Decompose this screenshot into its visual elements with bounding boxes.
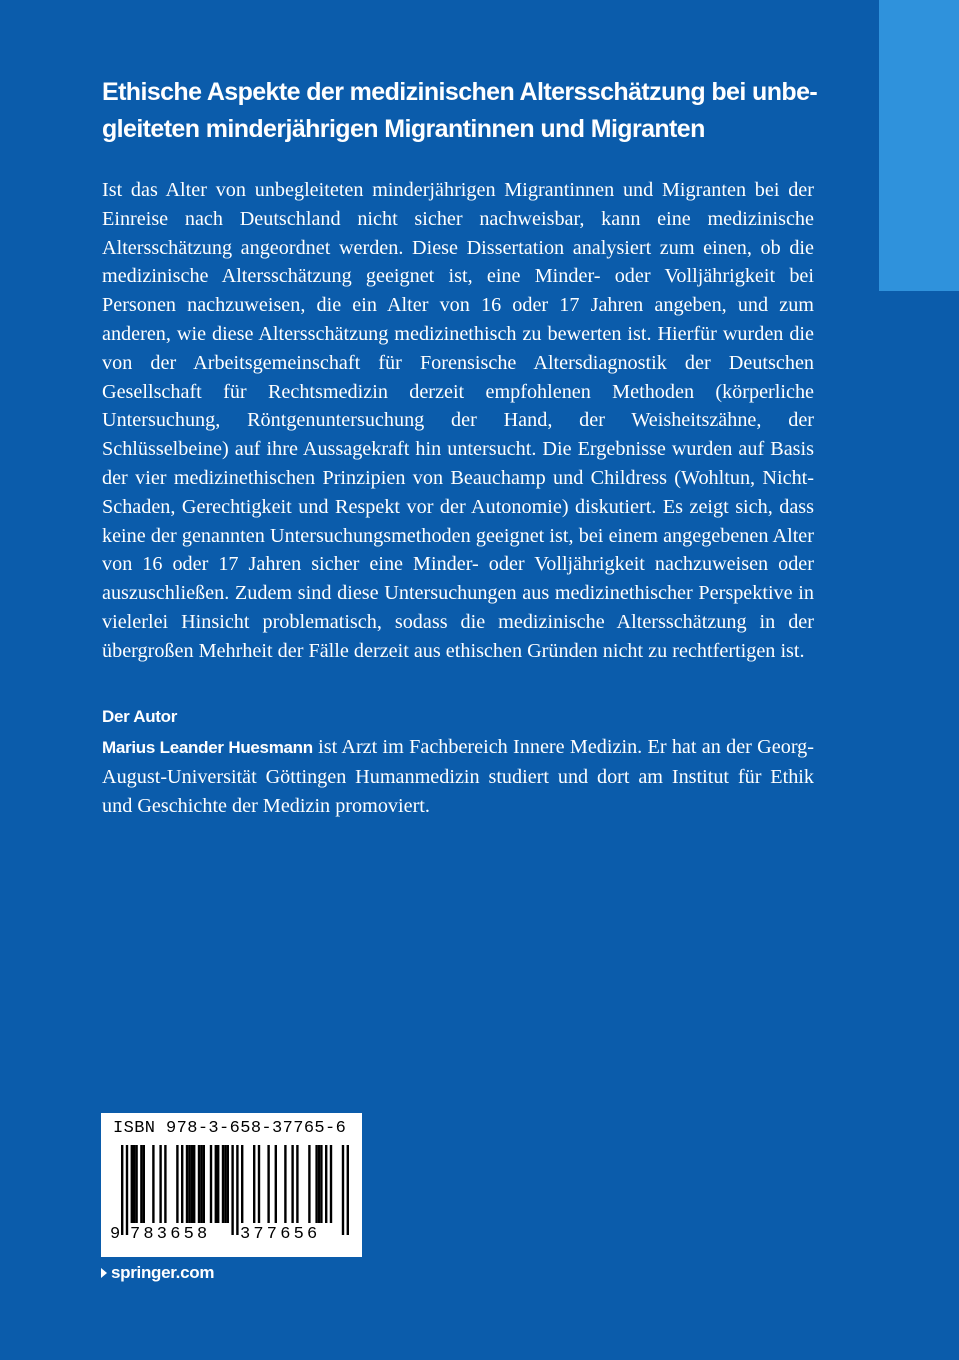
barcode-bar <box>121 1145 123 1235</box>
barcode-bar <box>296 1145 298 1223</box>
barcode-bar <box>267 1145 269 1223</box>
barcode-bar <box>330 1145 332 1223</box>
barcode-bar <box>215 1145 217 1223</box>
barcode-bar <box>275 1145 277 1223</box>
barcode-bar <box>253 1145 255 1223</box>
barcode-bar <box>126 1145 128 1235</box>
barcode-bar <box>308 1145 310 1223</box>
barcode-bar <box>176 1145 178 1223</box>
barcode-bar <box>198 1145 200 1223</box>
barcode-bar <box>188 1145 190 1223</box>
barcode-bar <box>315 1145 317 1223</box>
barcode-bar <box>236 1145 238 1235</box>
arrow-right-icon <box>101 1268 107 1278</box>
author-bio-text: ist Arzt im Fachbereich Innere Medizin. Er hat an der Georg-August-Universität Göttingen Humanmedizin studiert und dort am Institut für Ethik und Geschichte der Medizin promoviert. <box>102 736 814 817</box>
accent-block <box>879 0 959 291</box>
barcode-bar <box>347 1145 349 1235</box>
barcode-bar <box>164 1145 166 1223</box>
barcode-bar <box>217 1145 219 1223</box>
author-bio <box>102 733 814 820</box>
barcode-bar <box>135 1145 137 1223</box>
ean-left-digits: 783658 <box>130 1225 211 1244</box>
isbn-barcode <box>101 1113 362 1257</box>
barcode-bar <box>318 1145 320 1223</box>
barcode-bar <box>131 1145 133 1223</box>
barcode-bar <box>159 1145 161 1223</box>
barcode-bar <box>152 1145 154 1223</box>
springer-link-text: springer.com <box>111 1263 215 1282</box>
barcode-bar <box>191 1145 193 1223</box>
book-title <box>102 74 832 148</box>
barcode-bar <box>203 1145 205 1223</box>
title-line-2: gleiteten minderjährigen Migrantinnen und Migranten <box>102 115 705 143</box>
barcode-bar <box>222 1145 224 1223</box>
barcode-bar <box>186 1145 188 1223</box>
author-heading: Der Autor <box>102 707 178 726</box>
ean-right-digits: 377656 <box>240 1225 321 1244</box>
barcode-bar <box>320 1145 322 1223</box>
barcode-bar <box>143 1145 145 1223</box>
barcode-bar <box>291 1145 293 1223</box>
author-name: Marius Leander Huesmann <box>102 738 313 757</box>
springer-link[interactable] <box>101 1263 214 1283</box>
barcode-bar <box>181 1145 183 1223</box>
barcode-bar <box>284 1145 286 1223</box>
barcode-bar <box>210 1145 212 1223</box>
barcode-bar <box>325 1145 327 1223</box>
barcode-bar <box>140 1145 142 1223</box>
barcode-bar <box>193 1145 195 1223</box>
barcode-bar <box>342 1145 344 1235</box>
barcode-bar <box>258 1145 260 1223</box>
barcode-bar <box>200 1145 202 1223</box>
title-line-1: Ethische Aspekte der medizinischen Altersschätzung bei unbe- <box>102 78 818 106</box>
ean-lead-digit: 9 <box>110 1225 121 1244</box>
barcode-bar <box>231 1145 233 1235</box>
barcode-bar <box>133 1145 135 1223</box>
barcode-bar <box>227 1145 229 1223</box>
barcode-bar <box>224 1145 226 1223</box>
barcode-bar <box>241 1145 243 1223</box>
abstract-text: Ist das Alter von unbegleiteten minderjährigen Migrantinnen und Migranten bei der Einreise nach Deutschland nicht sicher nachweisbar, kann eine medizinische Altersschätzung angeordnet werden. Diese Dissertation analysiert zum einen, ob die medizinische Altersschätzung geeignet ist, eine Minder- oder Volljährigkeit bei Personen nachzuweisen, die ein Alter von 16 oder 17 Jahren angeben, und zum anderen, wie diese Altersschätzung medizinethisch zu bewerten ist. Hierfür wurden die von der Arbeitsgemeinschaft für Forensische Altersdiagnostik der Deutschen Gesellschaft für Rechtsmedizin derzeit empfohlenen Methoden (körperliche Untersuchung, Röntgenuntersuchung der Hand, der Weisheitszähne, der Schlüsselbeine) auf ihre Aussagekraft hin untersucht. Die Ergebnisse wurden auf Basis der vier medizinethischen Prinzipien von Beauchamp und Childress (Wohltun, Nicht-Schaden, Gerechtigkeit und Respekt vor der Autonomie) diskutiert. Es zeigt sich, dass keine der genannten Untersuchungsmethoden geeignet ist, bei einem angegebenen Alter von 16 oder 17 Jahren sicher eine Minder- oder Volljährigkeit nachzuweisen oder auszuschließen. Zudem sind diese Untersuchungen aus medizinethischer Perspektive in vielerlei Hinsicht problematisch, sodass die medizinische Altersschätzung in der übergroßen Mehrheit der Fälle derzeit aus ethischen Gründen nicht zu rechtfertigen ist. <box>102 179 814 662</box>
isbn-label: ISBN 978-3-658-37765-6 <box>113 1119 347 1138</box>
